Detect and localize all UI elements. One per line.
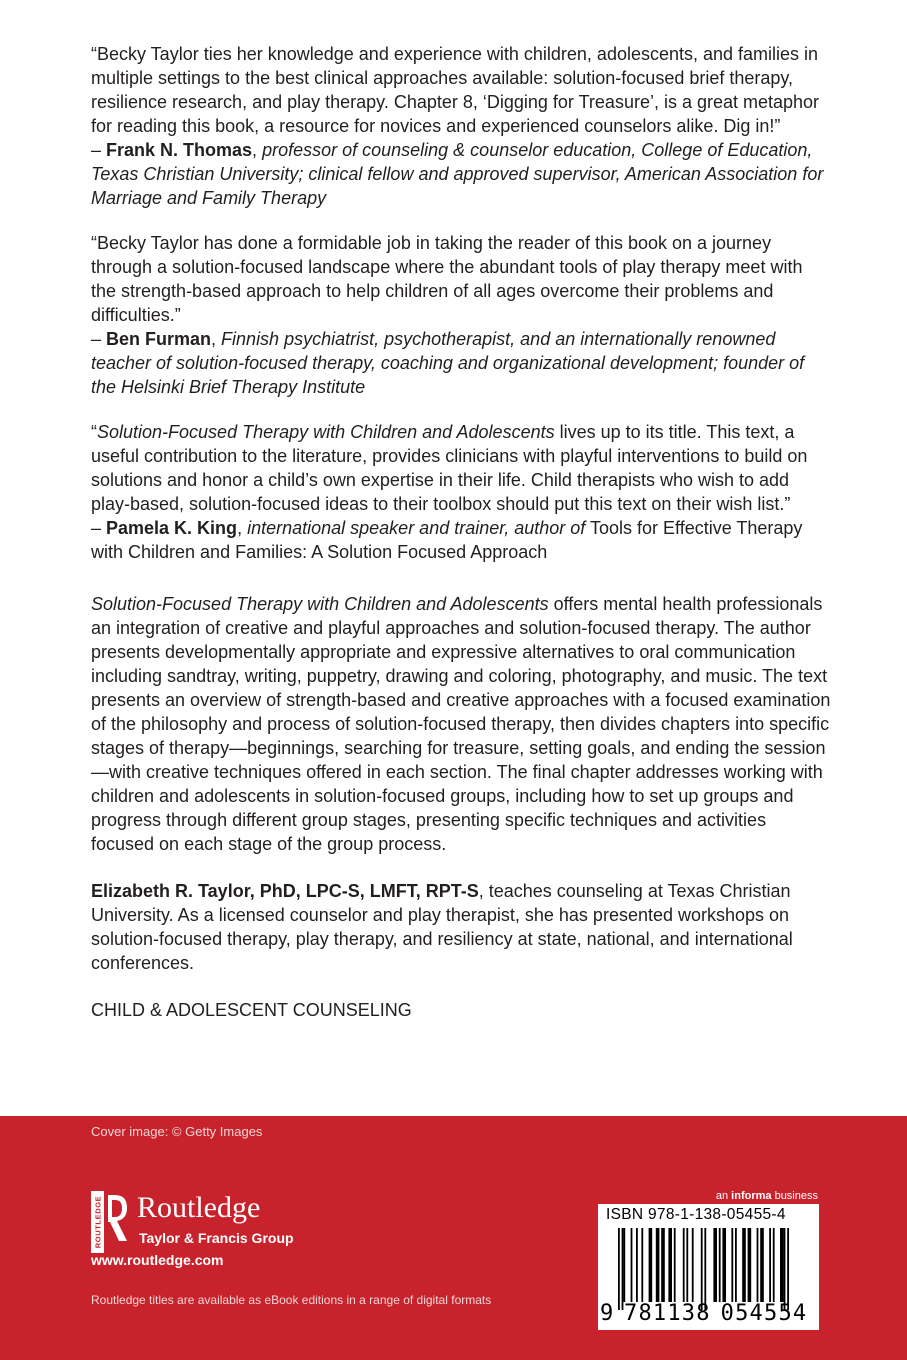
barcode-first-digit: 9 xyxy=(600,1301,614,1326)
author-name: Elizabeth R. Taylor, PhD, LPC-S, LMFT, RPT-S xyxy=(91,881,479,901)
endorser-book-title: Tools for Effective Therapy with Children and Families: A Solution Focused Approach xyxy=(91,518,803,562)
isbn-number: ISBN 978-1-138-05455-4 xyxy=(606,1206,786,1223)
endorsement-attribution: – Ben Furman, Finnish psychiatrist, psychotherapist, and an internationally renowned teacher of solution-focused therapy, coaching and organizational development; founder of the Helsinki Brief Therapy Institute xyxy=(91,329,805,397)
endorser-credentials: Finnish psychiatrist, psychotherapist, and an internationally renowned teacher of solution-focused therapy, coaching and organizational development; founder of the Helsinki Brief Therapy Institute xyxy=(91,329,805,397)
endorsement-quote: “Becky Taylor ties her knowledge and experience with children, adolescents, and families in multiple settings to the best clinical approaches available: solution-focused brief therapy, resilience research, and play therapy. Chapter 8, ‘Digging for Treasure’, is a great metaphor for reading this book, a resource for novices and experienced counselors alike. Dig in!” xyxy=(91,44,820,136)
endorser-credentials: international speaker and trainer, author of xyxy=(247,518,586,538)
routledge-logo xyxy=(91,1186,331,1266)
barcode-bar xyxy=(713,1228,717,1302)
barcode-bar xyxy=(773,1228,775,1302)
endorser-name: Pamela K. King xyxy=(106,518,238,538)
barcode-bar xyxy=(757,1228,759,1302)
book-title: Solution-Focused Therapy with Children and Adolescents xyxy=(91,594,549,614)
barcode-bar xyxy=(636,1228,638,1302)
barcode-bar xyxy=(649,1228,653,1302)
endorser-name: Ben Furman xyxy=(106,329,212,349)
endorsement-furman xyxy=(91,231,831,399)
barcode-bar xyxy=(787,1228,789,1310)
barcode-left-group: 781138 xyxy=(624,1301,711,1326)
book-title-ref: Solution-Focused Therapy with Children and Adolescents xyxy=(97,422,555,442)
barcode-bar xyxy=(661,1228,665,1302)
barcode-bar xyxy=(719,1228,721,1302)
svg-text:ROUTLEDGE: ROUTLEDGE xyxy=(93,1195,103,1249)
barcode-bar xyxy=(742,1228,746,1302)
endorsement-quote: “Becky Taylor has done a formidable job in taking the reader of this book on a journey through a solution-focused landscape where the abundant tools of play therapy meet with the strength-based approach to help children of all ages overcome their problems and difficulties.” xyxy=(91,233,803,325)
ebook-availability-note: Routledge titles are available as eBook editions in a range of digital formats xyxy=(91,1293,492,1307)
endorsement-king xyxy=(91,420,831,564)
publisher-footer xyxy=(0,1116,907,1360)
barcode-bar xyxy=(622,1228,624,1310)
barcode-bar xyxy=(641,1228,643,1302)
barcode-bar xyxy=(656,1228,660,1302)
barcode-bar xyxy=(769,1228,771,1302)
subject-category: CHILD & ADOLESCENT COUNSELING xyxy=(91,1000,412,1020)
endorser-name: Frank N. Thomas xyxy=(106,140,253,160)
endorsement-attribution: – Frank N. Thomas, professor of counseling & counselor education, College of Education, Texas Christian University; clinical fellow and approved supervisor, American Association for Marriage and Family Therapy xyxy=(91,140,824,208)
routledge-vertical-wordmark xyxy=(91,1191,104,1253)
barcode-bar xyxy=(784,1228,786,1310)
endorsement-quote: “Solution-Focused Therapy with Children and Adolescents lives up to its title. This text, a useful contribution to the literature, provides clinicians with playful interventions to build on solutions and honor a child’s own expertise in their life. Child therapists who wish to add play-based, solution-focused ideas to their toolbox should put this text on their wish list.” xyxy=(91,422,808,514)
barcode-bar xyxy=(760,1228,764,1302)
barcode-bar xyxy=(623,1228,625,1302)
endorser-credentials: professor of counseling & counselor education, College of Education, Texas Christian University; clinical fellow and approved supervisor, American Association for Marriage and Family Therapy xyxy=(91,140,824,208)
barcode-right-group: 054554 xyxy=(720,1301,808,1326)
barcode-bar xyxy=(631,1228,633,1302)
back-cover-text xyxy=(91,42,831,1022)
endorsement-thomas xyxy=(91,42,831,210)
barcode-bar xyxy=(704,1228,706,1310)
barcode-bar xyxy=(668,1228,672,1302)
barcode-bar xyxy=(735,1228,737,1302)
barcode-bar xyxy=(731,1228,733,1302)
barcode-bar xyxy=(692,1228,694,1302)
publisher-url[interactable]: www.routledge.com xyxy=(91,1252,224,1268)
informa-business-tag: an informa business xyxy=(715,1190,818,1202)
barcode-bar xyxy=(686,1228,688,1302)
barcode-bar xyxy=(618,1228,620,1310)
isbn-barcode xyxy=(598,1204,819,1330)
barcode-bar xyxy=(683,1228,685,1302)
barcode-bar xyxy=(780,1228,784,1302)
author-bio: Elizabeth R. Taylor, PhD, LPC-S, LMFT, RPT-S, teaches counseling at Texas Christian University. As a licensed counselor and play therapist, she has presented workshops on solution-focused therapy, play therapy, and resiliency at state, national, and international conferences. xyxy=(91,881,793,973)
barcode-digits xyxy=(600,1301,807,1327)
publisher-group: Taylor & Francis Group xyxy=(139,1230,294,1246)
barcode-bar xyxy=(722,1228,726,1302)
publisher-name: Routledge xyxy=(137,1191,261,1224)
barcode-bar xyxy=(748,1228,752,1302)
barcode-bar xyxy=(701,1228,703,1310)
book-description: Solution-Focused Therapy with Children and Adolescents offers mental health professionals an integration of creative and playful approaches and solution-focused therapy. The author presents developmentally appropriate and expressive alternatives to oral communication including sandtray, writing, puppetry, drawing and coloring, photography, and music. The text presents an overview of strength-based and creative approaches with a focused examination of the philosophy and process of solution-focused therapy, then divides chapters into specific stages of therapy—beginnings, searching for treasure, setting goals, and ending the session—with creative techniques offered in each section. The final chapter addresses working with children and adolescents in solution-focused groups, including how to set up groups and progress through different group stages, presenting specific techniques and activities focused on each stage of the group process. xyxy=(91,594,831,854)
endorsement-attribution: – Pamela K. King, international speaker and trainer, author of Tools for Effective Therapy with Children and Families: A Solution Focused Approach xyxy=(91,518,803,562)
barcode-bar xyxy=(674,1228,676,1302)
cover-credit: Cover image: © Getty Images xyxy=(91,1124,263,1139)
